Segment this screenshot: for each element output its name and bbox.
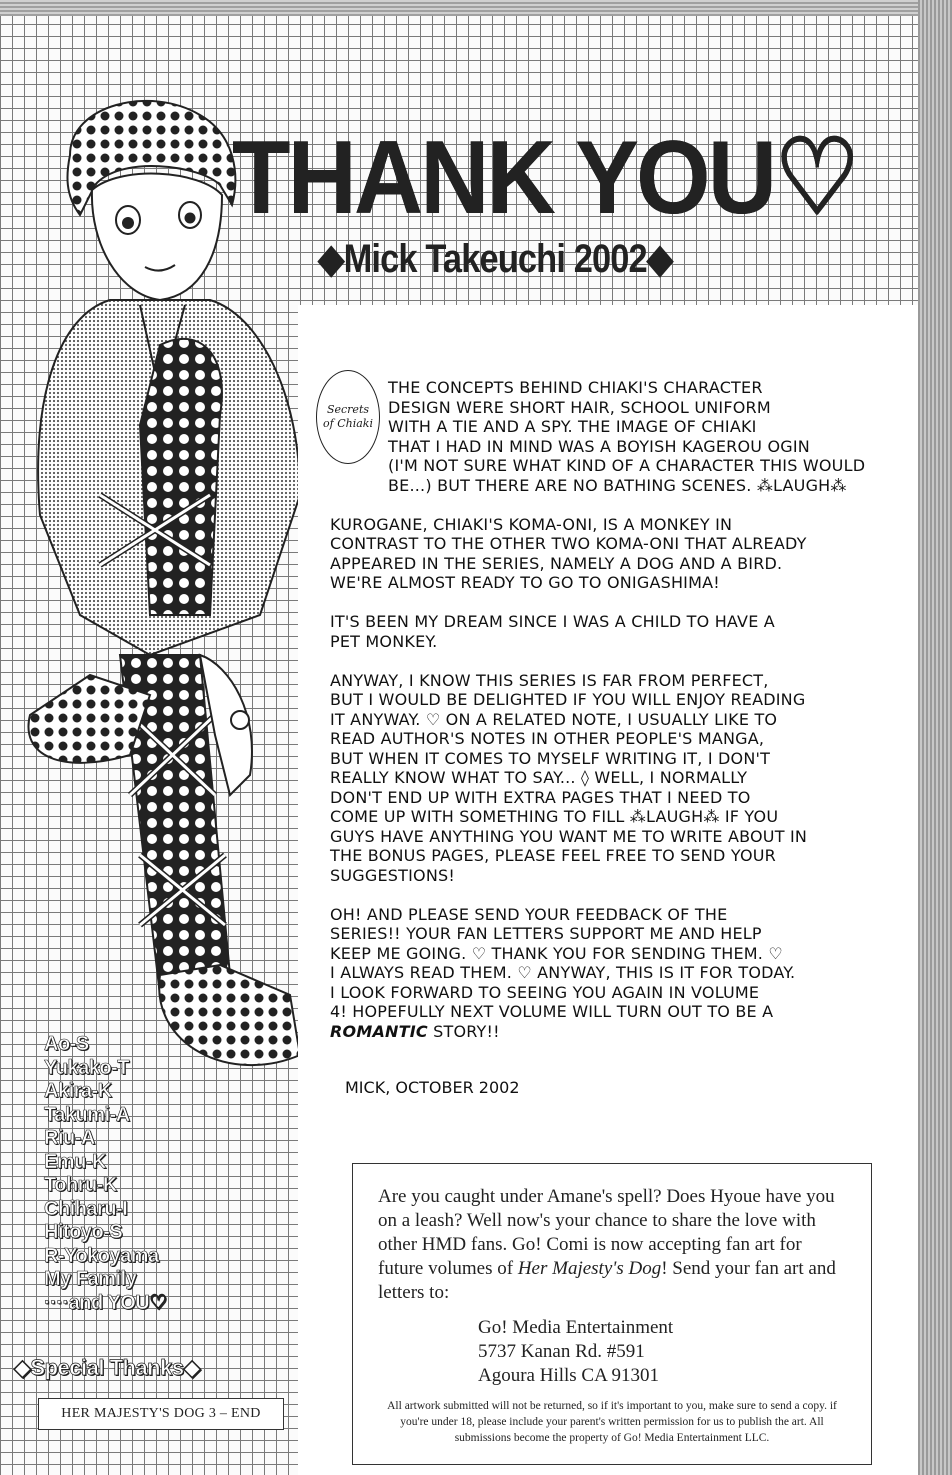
thanks-name: Hitoyo-S (44, 1221, 123, 1243)
top-border (0, 0, 952, 16)
thanks-name: My Family (44, 1268, 137, 1290)
thanks-name: Yukako-T (44, 1056, 129, 1079)
thanks-name: R-Yokoyama (44, 1244, 159, 1267)
note-paragraph: IT'S BEEN MY DREAM SINCE I WAS A CHILD TO HAVE A PET MONKEY. (330, 612, 775, 651)
thanks-name: Tohru-K (44, 1174, 117, 1196)
note-paragraph: ANYWAY, I KNOW THIS SERIES IS FAR FROM PERFECT, BUT I WOULD BE DELIGHTED IF YOU WILL ENJOY READING IT ANYWAY. ♡ ON A RELATED NOTE, I USUALLY LIKE TO READ AUTHOR'S NOTES IN OTHER PEOPLE'S MANGA, BUT WHEN IT COMES TO MYSELF WRITING IT, I DON'T REALLY KNOW WHAT TO SAY... ◊ WELL, I NORMALLY DON'T END UP WITH EXTRA PAGES THAT I NEED TO COME UP WITH SOMETHING TO FILL ⁂LAUGH⁂ IF YOU GUYS HAVE ANYTHING YOU WANT ME TO WRITE ABOUT IN THE BONUS PAGES, PLEASE FEEL FREE TO SEND YOUR SUGGESTIONS! (330, 670, 808, 885)
fan-art-intro: Are you caught under Amane's spell? Does Hyoue have you on a leash? Well now's your chance to share the love with other HMD fans. Go! Comi is now accepting fan art for future volumes of (378, 1186, 835, 1279)
emphasis-word: ROMANTIC (330, 1021, 428, 1041)
character-illustration (0, 95, 330, 1155)
thanks-name: Chiharu-I (44, 1197, 128, 1220)
fan-art-text (378, 1185, 848, 1305)
signature: MICK, OCTOBER 2002 (345, 1078, 520, 1097)
fine-print: All artwork submitted will not be returned, so if it's important to you, make sure to send a copy. if you're under 18, please include your parent's written permission for us to publish the art. All submissions become the property of Go! Media Entertainment LLC. (387, 1400, 837, 1444)
thanks-name: Riu-A (44, 1127, 95, 1149)
volume-end-label: HER MAJESTY'S DOG 3 – END (38, 1398, 284, 1430)
address-line: 5737 Kanan Rd. #591 (478, 1341, 645, 1362)
thanks-name: Emu-K (44, 1150, 106, 1173)
bubble-label: Secrets of Chiaki (323, 403, 373, 430)
address-line: Agoura Hills CA 91301 (478, 1365, 660, 1386)
thanks-list (44, 1033, 167, 1315)
author-notes (330, 378, 905, 1061)
address-line: Go! Media Entertainment (478, 1317, 674, 1338)
mailing-address (478, 1316, 673, 1388)
note-paragraph: KUROGANE, CHIAKI'S KOMA-ONI, IS A MONKEY IN CONTRAST TO THE OTHER TWO KOMA-ONI THAT ALREADY APPEARED IN THE SERIES, NAMELY A DOG AND A BIRD. WE'RE ALMOST READY TO GO TO ONIGASHIMA! (330, 514, 807, 592)
note-paragraph: THE CONCEPTS BEHIND CHIAKI'S CHARACTER DESIGN WERE SHORT HAIR, SCHOOL UNIFORM WITH A TIE AND A SPY. THE IMAGE OF CHIAKI THAT I HAD IN MIND WAS A BOYISH KAGEROU OGIN (I'M NOT SURE WHAT KIND OF A CHARACTER THIS WOULD BE...) BUT THERE ARE NO BATHING SCENES. ⁂LAUGH⁂ (388, 378, 866, 495)
heart-icon: ♡ (774, 120, 858, 236)
thanks-name: Takumi-A (44, 1103, 130, 1126)
thanks-name: Ao-S (44, 1033, 89, 1055)
book-title: Her Majesty's Dog (517, 1258, 662, 1279)
page-edge-tone (918, 0, 952, 1475)
note-paragraph: OH! AND PLEASE SEND YOUR FEEDBACK OF THE SERIES!! YOUR FAN LETTERS SUPPORT ME AND HELP KEEP ME GOING. ♡ THANK YOU FOR SENDING THEM. ♡ I ALWAYS READ THEM. ♡ ANYWAY, THIS IS IT FOR TODAY. I LOOK FORWARD TO SEEING YOU AGAIN IN VOLUME 4! HOPEFULLY NEXT VOLUME WILL TURN OUT TO BE A (330, 904, 796, 1021)
note-tail: STORY!! (427, 1021, 500, 1041)
special-thanks-label: ◆Special Thanks◆ (14, 1355, 201, 1380)
author-credit: ◆Mick Takeuchi 2002◆ (318, 237, 673, 281)
fan-art-outro: ! Send your fan art and letters to: (378, 1258, 836, 1303)
note-last-line (330, 1022, 905, 1042)
thanks-name: Akira-K (44, 1080, 112, 1102)
page-title: THANK YOU♡ (232, 120, 858, 236)
thanks-name: ····and YOU♡ (44, 1291, 167, 1314)
